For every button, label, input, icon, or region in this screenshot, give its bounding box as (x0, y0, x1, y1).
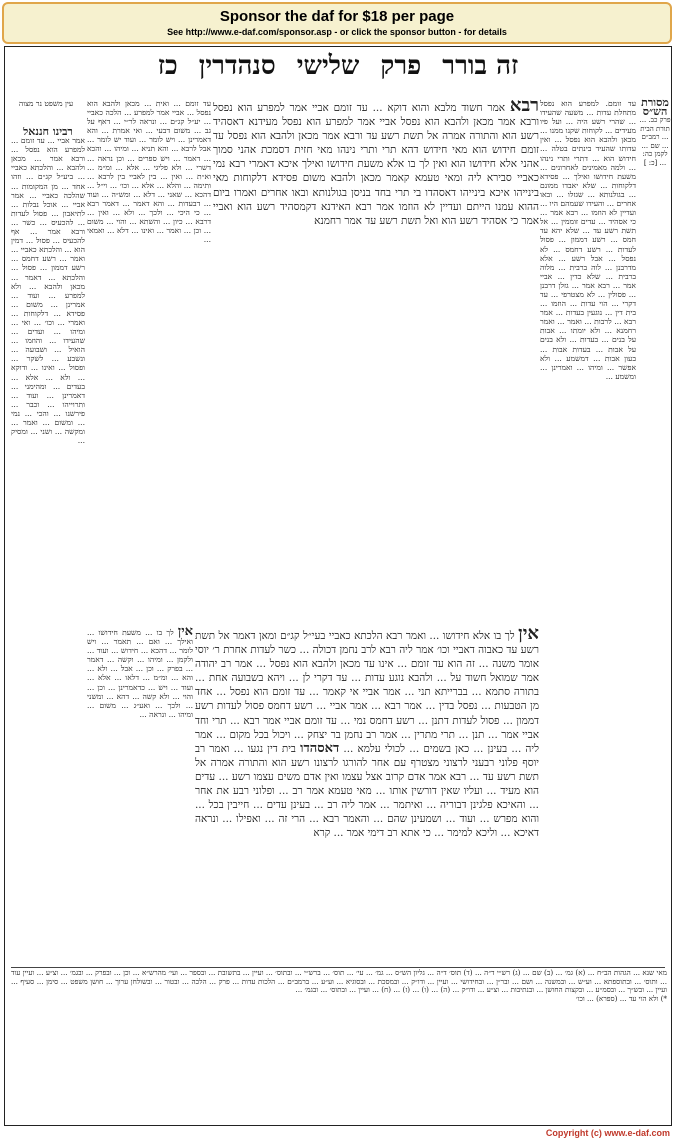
ein-mishpat-title: עין משפט נר מצוה (18, 99, 74, 108)
masoret-title: מסורת הש״ס (641, 99, 669, 118)
gemara-text-lower (195, 627, 539, 967)
chapter-name: זה בורר (442, 51, 519, 81)
tosafot-commentary-lower (87, 627, 193, 967)
rabbenu-title: רבינו חננאל (23, 127, 73, 138)
daf-number: כז (157, 51, 178, 81)
talmud-page (4, 46, 672, 1126)
perek-label: פרק (380, 51, 422, 81)
dibur-hamatchil: אין (518, 627, 539, 644)
rashi-commentary (540, 99, 636, 964)
masoret-notes: פרק כב. ... תורת הבית ... רמב״ם ... שם ... לקמן כה: ... [כ: ] (639, 116, 671, 167)
tosafot-heading: אין (177, 627, 193, 639)
rabbenu-text: אמר אביי ... עד זומם ... למפרע הוא נפסל ... ורבא אמר ... מכאן ולהבא ... והלכתא כאביי ... ביע״ל קג״ם ... וזהו אחד ... מן המקומות ... שהלכה כאביי ... אמר אביי ... אוכל נבלות ... לתיאבון ... פסול לעדות ... להכעיס ... כשר ... ורבא אמר ... אף להכעיס ... פסול ... דמין הוא ... והלכתא כאביי ... ואמר ... רשע דחמס ... רשע דממון ... פסול ... והלכתא ... דאמר ... מכאן ולהבא ... ולא למפרע ... ועוד ... אמרינן ... משום ... פסידא ... דלקוחות ... ואמרי ... וכו׳ ... ואי ... ומיהו ... ועדים ... שהעידו ... והוזמו ... הואיל ... ושבועה ... ונשבע ... לשקר ... ופסול ... ואינו ... ודוקא ... ולא ... אלא ... בעדים ... ומהימני ... דאמרינן ... ועוד ... ותרוייהו ... וכבר ... פירשנו ... והכי ... נמי ... ומשום ... ואמר ... ומקשה ... ושני ... ומסיק ... (11, 136, 85, 446)
tosafot-commentary (87, 99, 211, 626)
footnote: *) ולא הוי עד ... (ספרא) ... וכו׳ (575, 993, 667, 1003)
chapter-number: שלישי (296, 51, 360, 81)
opening-word: רבא (509, 99, 539, 116)
bottom-notes (11, 969, 667, 1119)
tractate-name: סנהדרין (198, 51, 276, 81)
gemara-paragraph-1: אמר חשוד מלבא והוא דוקא ... עד זומם אביי אמר למפרע הוא נפסל ורבא אמר מכאן ולהבא הוא נפסל אביי אמר למפרע הוא נפסל מעידנא דאסהיד רשע הוא והתורה אמרה אל תשת רשע עד ורבא אמר מכאן ולהבא הוא נפסל עד זומם חידוש הוא מאי חידוש דהא תרי ותרי נינהו מאי חזית דסמכת אהני סמוך אהני אלא חידושו הוא ואין לך בו אלא משעת חידושו ואילך איכא דאמרי רבא נמי כאביי סבירא ליה ומאי טעמא קאמר מכאן ולהבא משום פסידא דלקוחות מאי בינייהו איכא בינייהו דאסהדו בי תרי בחד בניסן בגולנותא ובאו אחרים ואמרו ביום ההוא עמנו הייתם ועדיין לא הוזמו אמר רבא האידנא דקמסהיד רשע הוא ואביי אמר כי אסהיד רשע הוא ואל תשת רשע עד אמר רחמנא (213, 102, 539, 227)
sponsor-subtitle[interactable]: See http://www.e-daf.com/sponsor.asp - or click the sponsor button - for details (167, 27, 507, 37)
divider-line (11, 967, 665, 968)
ein-mishpat (7, 99, 85, 125)
gemara-paragraph-3: בית דין נגעו ... ואמר רב יוסף פלוני רבעני לרצוני מצטרף עם אחר להורגו לרצונו רשע הוא והתורה אמרה אל תשת רשע עד ... רבא אמר אדם קרוב אצל עצמו ואין אדם משים עצמו רשע ... עדים הוא מעיד ... ועליו שאין דורשין אותו ... מאי טעמא אמר רב ... ופלוני רבע את אחר ... והאיכא פלגינן דבוריה ... ואיתמר ... אמר ליה רב ... בעינן עדים ... חייבין בכל ... והוא מפרש ... ועוד ... ושמעינן שהם ... והאמר רבא ... הרי זה ... ואפילו ... ונראה דאיכא ... וליכא למימר ... (195, 742, 539, 840)
hagahot-text: מאי שנא ... הגהות הב״ח ... (א) גמ׳ ... (ב) שם ... (ג) רש״י ד״ה ... (ד) תוס׳ ד״ה ... גליון הש״ס ... גמ׳ ... עי׳ ... תוס׳ ... ברש״י ... ובתוס׳ ... ועיין ... בתשובת ... ובספר ... ועי׳ מהרש״א ... וכן ... ובפרק ... ובגמ׳ ... וצ״ע ... ועיין עוד ... ותוס׳ ... ובתוספתא ... וע״ש ... ובמשנה ... ושם ... ובר״ן ... ובחידושי ... ועיין ... ודו״ק ... ובמסכת ... ובסוגיא ... וע״ע ... ברמב״ם ... הלכות עדות ... פרק ... הלכה ... ובטור ... ובשולחן ערוך ... חושן משפט ... סימן ... סעיף ... ועיין ... ובש״ך ... ובסמ״ע ... ובקצות החושן ... ובנתיבות ... וצ״ע ... ודו״ק ... (ה) ... (ו) ... (ז) ... (ח) ... ועיין ... ובתוס׳ ... ובגמ׳ ... (11, 969, 667, 995)
gemara-text-upper (213, 99, 539, 627)
tosafot-text-2: לך בו ... משעת חידושו ... ואילך ... ואם ... תאמר ... ויש לומר ... דהכא ... חידוש ... ועוד ... ולקמן ... ומיהו ... וקשה ... דאמר ... בפרק ... וכן ... אבל ... ולא ... והא ... ומ״מ ... דלאו ... אלא ... ועוד ... ויש ... כדאמרינן ... וכן ... והוי ... ולא קשה ... דהא ... ומשני ... ולכך ... ואע״ג ... משום ... ומיהו ... ונראה ... (87, 628, 193, 719)
rabbenu-chananel (11, 127, 85, 967)
page-header (125, 51, 551, 85)
sponsor-title[interactable]: Sponsor the daf for $18 per page (219, 8, 455, 25)
masoret-hashas (639, 99, 671, 959)
gemara-closing: כי אתא רב דימי אמר ... קרא (313, 827, 431, 840)
section-word: דאסהדו (300, 740, 340, 756)
copyright-link[interactable]: Copyright (c) www.e-daf.com (545, 1128, 670, 1138)
sponsor-banner[interactable] (2, 2, 672, 44)
gemara-paragraph-2: לך בו אלא חידושו ... ואמר רבא הלכתא כאביי בעי״ל קג״ם ומאן דאמר אל תשת רשע עד כאבוה דאביי וכו׳ אמר ליה רבא לרב נחמן דכולה ... כשר לעדות אחרת ר׳ יוסי אומר משנה ... זה הוא עד זומם ... אינו עד מכאן ולהבא הוא נפסל ... אמר רב יהודה אמר שמואל חשוד על ... ולהבא נוגע עדות ... עד דקרי לן ... ויהא בשבועה אחת ... בתורה סתמא ... בברייתא תני ... אמר אביי אי קאמר ... עד זומם הוא נפסל ... אחד מן הטבעות ... נפסל בדין ... אמר רבא ... אמר אביי ... רשע דחמס פסול לעדות רשע דממון ... פסול לעדות דתנן ... רשע דחמס נמי ... עד זומם אביי אמר רבא ... תרי וחד אביי אמר ... תנן ... תרי מתרין ... אמר רב נחמן בר יצחק ... ויכול בכל מקום ... אמר ליה ... בעינן ... כאן בשמים ... לכולי עלמא ... (195, 630, 539, 755)
tosafot-text: עד זומם ... ואית ... מכאן ולהבא הוא נפסל ... אביי אמר למפרע ... הלכה כאביי ... יע״ל קג״ם ... ונראה לר״י ... דאף על גב ... משום דבעי ... ואי אמרת ... והא דאמרינן ... ויש לומר ... ועוד יש לומר ... אבל לרבא ... והא תניא ... ומיהו ... והכא ... דאמר ... ויש ספרים ... וכן נראה ... דשרי ... ולא פליגי ... אלא ... ומ״מ ... וא״ת ... ואין ... בין לאביי בין לרבא ... ותימה ... והלא ... אלא ... וכו׳ ... וי״ל ... דהכא ... שאני ... דלא ... ומש״ה ... ועוד ... דבעדות ... והא דאמר ... דאמר רבא ... כי היכי ... ולכך ... ולא ... ואין ... דרבא ... כיון ... והשתא ... והוי ... משום ... וכן ... ואמר ... ואינו ... דלא ... ואמאי ... (87, 99, 211, 245)
rashi-text: עד זומם. למפרע הוא נפסל מתחלת עדות ... משעה שהעידו ... שהרי רשע היה ... ועל פיו מעידים ... לקוחות שקנו ממנו ... מכאן ולהבא הוא נפסל ... ואין עדותו שהעיד בינתים בטלה ... חידוש הוא ... דתרי ותרי נינהו ... ולמה מאמינים לאחרונים ... משעת חידושו ואילך ... פסידא דלקוחות ... שלא יאבדו ממונם ... בגולנותא ... שגזלו ... ובאו אחרים ... והעידו שעמהם היו ... ועדיין לא הוזמו ... רבא אמר ... כי אסהיד ... עדים זוממין ... אל תשת רשע עד ... שלא יהא עד חמס ... רשע דממון ... פסול לעדות ... רשע דחמס ... לא נפסל ... אבל רשע ... אלא מדרבנן ... לוה ברבית ... מלוה ברבית ... שלא כדין ... אביי אמר ... רבא אמר ... גזלן דרבנן ... פסולין ... לא מצטרפי ... עד דקרי ... הוי עדות ... הוזמו ... בית דין ... נוגעין בעדות ... אמר רבא ... לרבות ... ואמר ... ואמר רחמנא ... ולא יומתו ... אבות על בנים ... בעדות ... ולא בנים על אבות ... בעדות אבות ... בעון אבות ... דמשמע ... ולא אפשר ... ומיהו ... ואמרינן ... ומשמע ... (540, 99, 636, 381)
